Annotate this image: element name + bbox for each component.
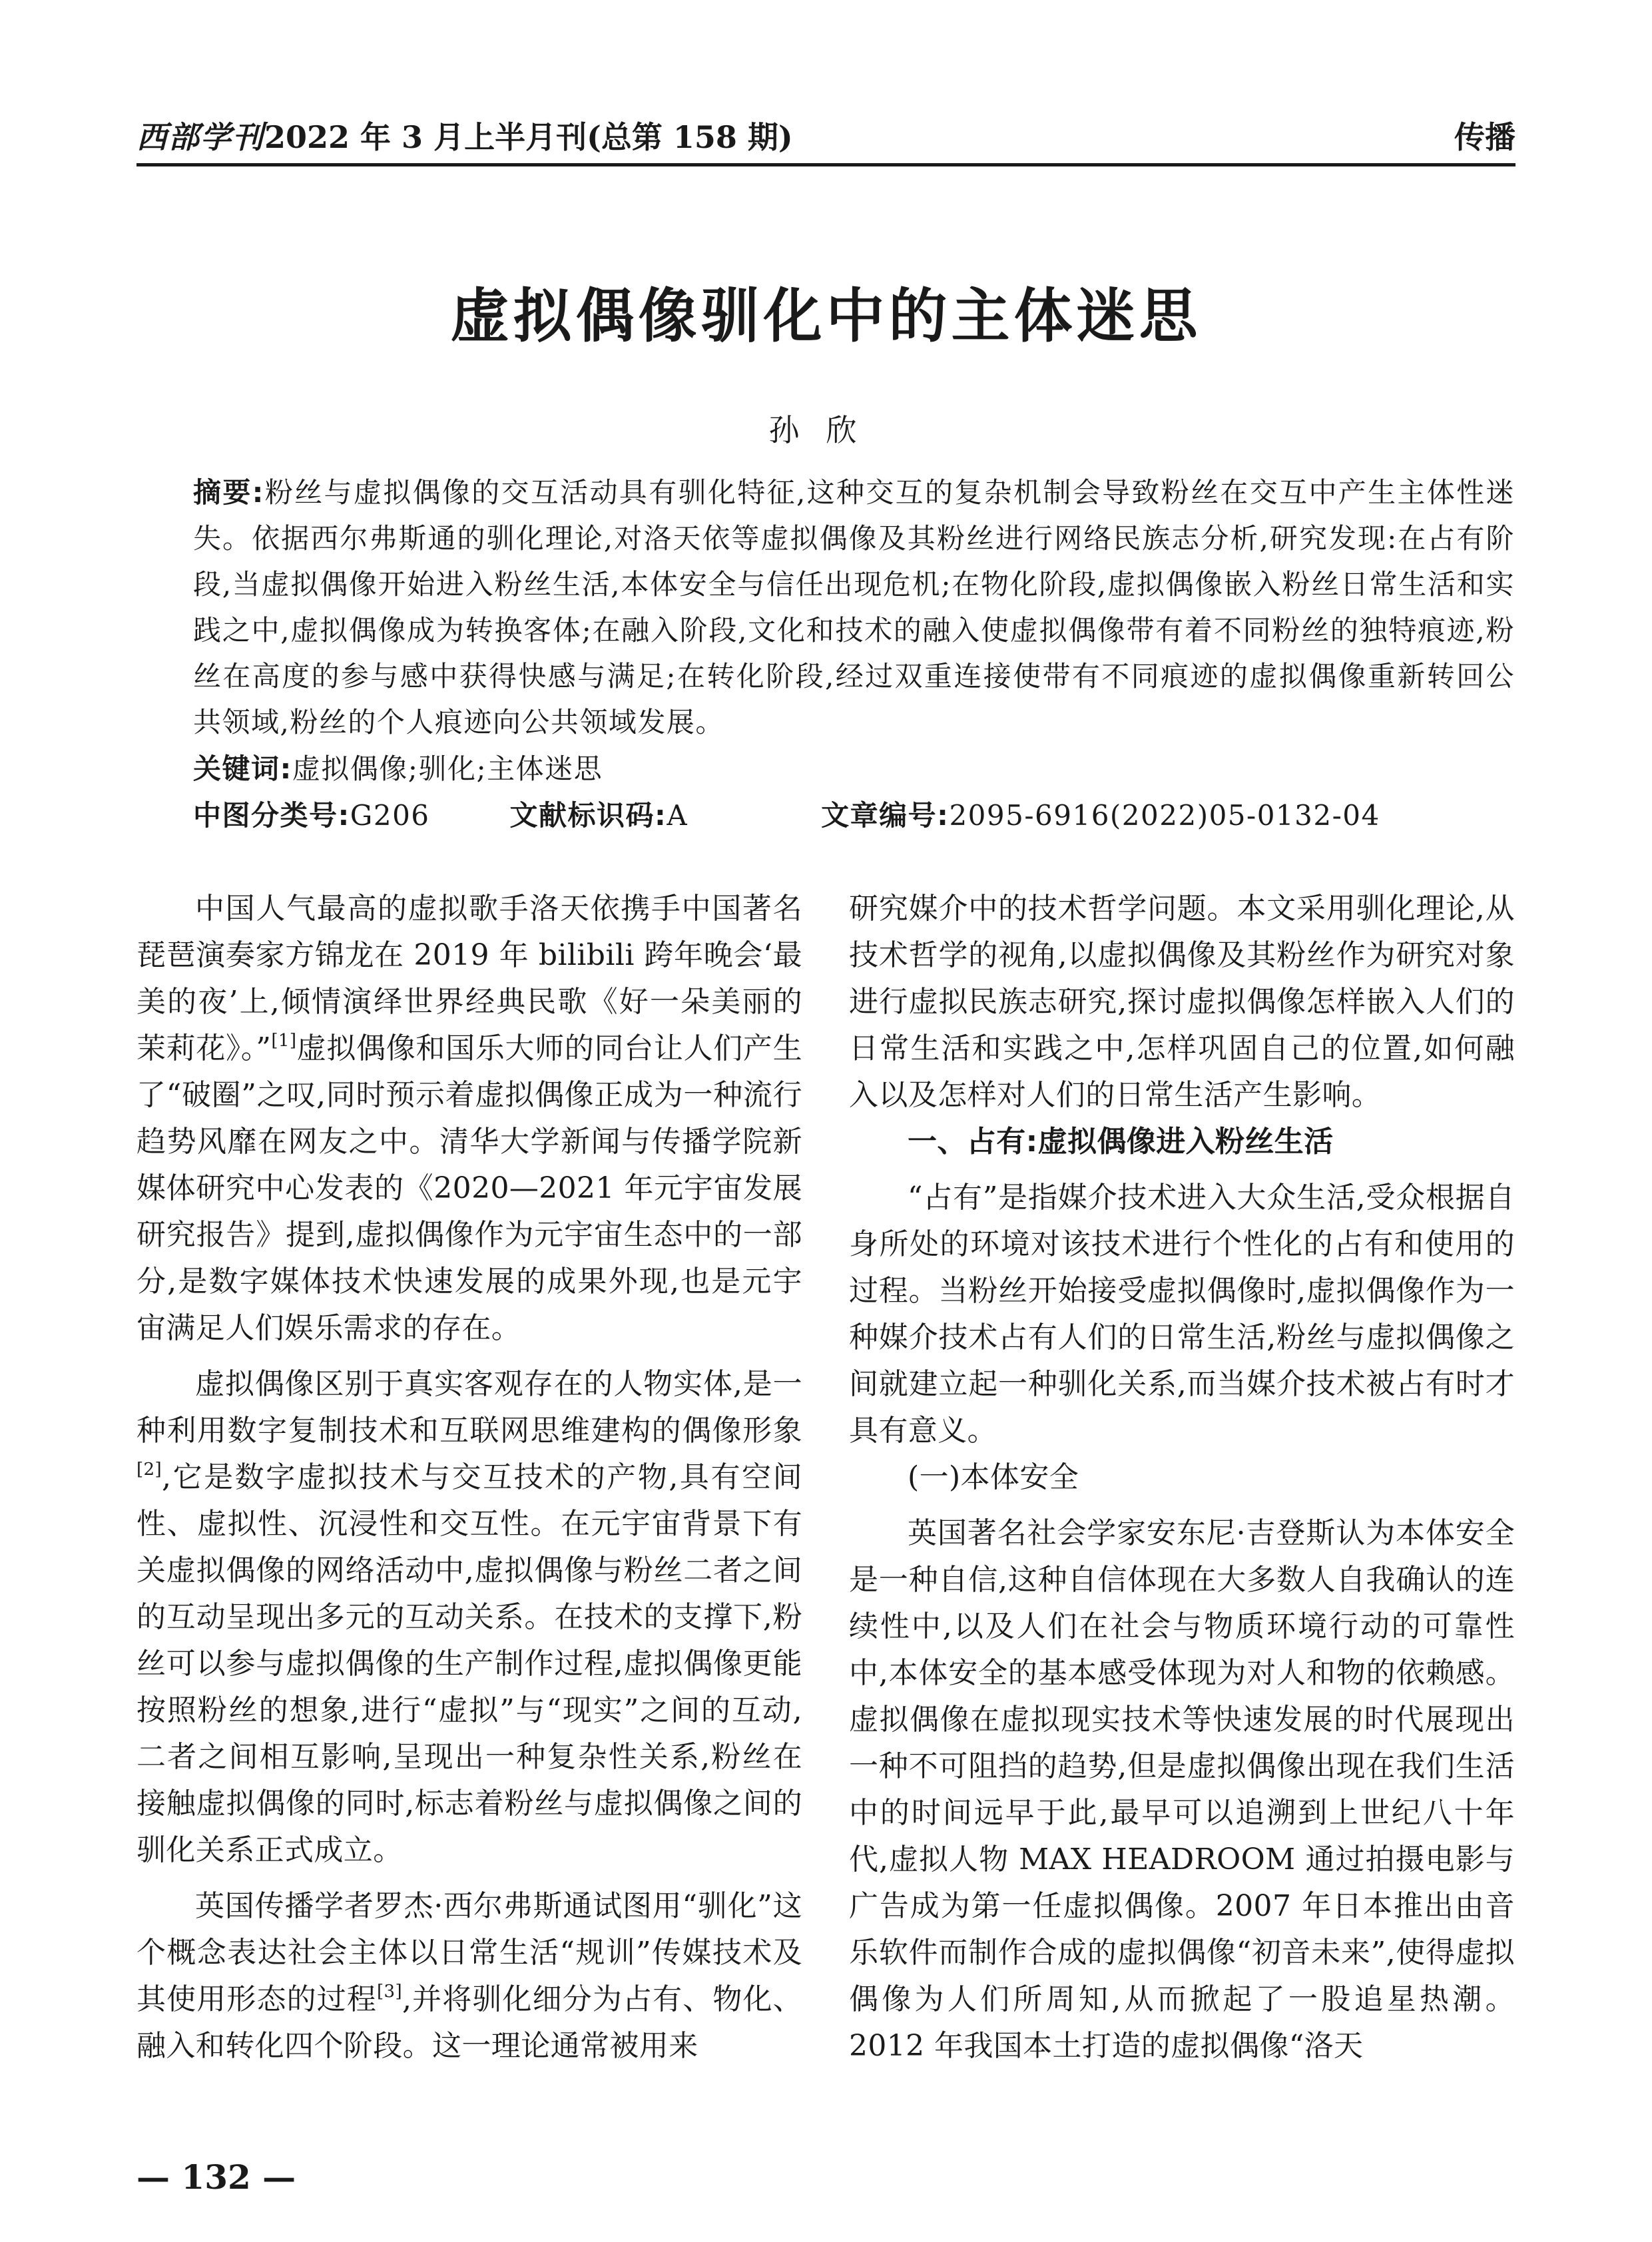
- article-title: 虚拟偶像驯化中的主体迷思: [450, 281, 1202, 350]
- section-name: 传播: [1454, 119, 1515, 155]
- paragraph-text: ,并将驯化细分为占有、物化、融入和转化四个阶段。这一理论通常被用来: [137, 1982, 802, 2063]
- section-heading: 一、占有:虚拟偶像进入粉丝生活: [908, 1125, 1334, 1159]
- body-paragraph: “占有”是指媒介技术进入大众生活,受众根据自身所处的环境对该技术进行个性化的占有和使用的过程。当粉丝开始接受虚拟偶像时,虚拟偶像作为一种媒介技术占有人们的日常生活,粉丝与虚拟偶像之间就建立起一种驯化关系,而当媒介技术被占有时才具有意义。: [849, 1181, 1515, 1448]
- abstract-label: 摘要:: [193, 476, 264, 509]
- keywords-text: 虚拟偶像;驯化;主体迷思: [292, 752, 603, 785]
- body-paragraph: 英国著名社会学家安东尼·吉登斯认为本体安全是一种自信,这种自信体现在大多数人自我确认的连续性中,以及人们在社会与物质环境行动的可靠性中,本体安全的基本感受体现为对人和物的依赖感。虚拟偶像在虚拟现实技术等快速发展的时代展现出一种不可阻挡的趋势,但是虚拟偶像出现在我们生活中的时间远早于此,最早可以追溯到上世纪八十年代,虚拟人物 MAX HEADROOM 通过拍摄电影与广告成为第一任虚拟偶像。2007 年日本推出由音乐软件而制作合成的虚拟偶像“初音未来”,使得虚拟偶像为人们所周知,从而掀起了一股追星热潮。2012 年我国本土打造的虚拟偶像“洛天: [849, 1516, 1515, 2063]
- page-number: — 132 —: [137, 2157, 296, 2197]
- keywords-label: 关键词:: [193, 752, 292, 785]
- body-paragraph: [137, 1361, 802, 1874]
- body-paragraph: 研究媒介中的技术哲学问题。本文采用驯化理论,从技术哲学的视角,以虚拟偶像及其粉丝作为研究对象进行虚拟民族志研究,探讨虚拟偶像怎样嵌入人们的日常生活和实践之中,怎样巩固自己的位置,如何融入以及怎样对人们的日常生活产生影响。: [849, 892, 1515, 1112]
- citation-ref: [2]: [137, 1460, 162, 1480]
- doc-code-value: A: [667, 799, 688, 832]
- paragraph-text: 英国传播学者罗杰·西尔弗斯通试图用“驯化”这个概念表达社会主体以日常生活“规训”传媒技术及其使用形态的过程: [137, 1889, 802, 2016]
- header-rule: [137, 163, 1515, 166]
- abstract-text: 粉丝与虚拟偶像的交互活动具有驯化特征,这种交互的复杂机制会导致粉丝在交互中产生主体性迷失。依据西尔弗斯通的驯化理论,对洛天依等虚拟偶像及其粉丝进行网络民族志分析,研究发现:在占有阶段,当虚拟偶像开始进入粉丝生活,本体安全与信任出现危机;在物化阶段,虚拟偶像嵌入粉丝日常生活和实践之中,虚拟偶像成为转换客体;在融入阶段,文化和技术的融入使虚拟偶像带有着不同粉丝的独特痕迹,粉丝在高度的参与感中获得快感与满足;在转化阶段,经过双重连接使带有不同痕迹的虚拟偶像重新转回公共领域,粉丝的个人痕迹向公共领域发展。: [193, 476, 1515, 738]
- paragraph-text: 中国人气最高的虚拟歌手洛天依携手中国著名琵琶演奏家方锦龙在 2019 年 bilibili 跨年晚会‘最美的夜’上,倾情演绎世界经典民歌《好一朵美丽的茉莉花》。”: [137, 892, 802, 1065]
- body-column-right: [849, 886, 1515, 2070]
- subsection-heading: (一)本体安全: [908, 1460, 1079, 1494]
- citation-ref: [3]: [376, 1982, 403, 2002]
- clc-label: 中图分类号:: [193, 799, 350, 832]
- body-paragraph: [137, 886, 802, 1352]
- paragraph-text: 虚拟偶像和国乐大师的同台让人们产生了“破圈”之叹,同时预示着虚拟偶像正成为一种流行趋势风靡在网友之中。清华大学新闻与传播学院新媒体研究中心发表的《2020—2021 年元宇宙发展研究报告》提到,虚拟偶像作为元宇宙生态中的一部分,是数字媒体技术快速发展的成果外现,也是元宇宙满足人们娱乐需求的存在。: [137, 1031, 802, 1345]
- journal-logo: 西部学刊: [137, 119, 264, 155]
- citation-ref: [1]: [271, 1031, 297, 1051]
- article-no-value: 2095-6916(2022)05-0132-04: [949, 799, 1380, 832]
- clc-value: G206: [350, 799, 430, 832]
- abstract: [193, 469, 1515, 745]
- paragraph-text: 虚拟偶像区别于真实客观存在的人物实体,是一种利用数字复制技术和互联网思维建构的偶像形象: [137, 1367, 802, 1448]
- body-column-left: [137, 886, 802, 2070]
- keywords: [193, 746, 1515, 792]
- author-name: 孙欣: [768, 412, 884, 448]
- issue-info: 2022 年 3 月上半月刊(总第 158 期): [264, 119, 793, 155]
- body-paragraph: [137, 1883, 802, 2070]
- paragraph-text: ,它是数字虚拟技术与交互技术的产物,具有空间性、虚拟性、沉浸性和交互性。在元宇宙背景下有关虚拟偶像的网络活动中,虚拟偶像与粉丝二者之间的互动呈现出多元的互动关系。在技术的支撑下,粉丝可以参与虚拟偶像的生产制作过程,虚拟偶像更能按照粉丝的想象,进行“虚拟”与“现实”之间的互动,二者之间相互影响,呈现出一种复杂性关系,粉丝在接触虚拟偶像的同时,标志着粉丝与虚拟偶像之间的驯化关系正式成立。: [137, 1460, 802, 1867]
- running-header-left: [137, 113, 793, 157]
- article-no-label: 文章编号:: [821, 799, 950, 832]
- doc-code-label: 文献标识码:: [509, 799, 667, 832]
- classification-line: [193, 792, 1515, 838]
